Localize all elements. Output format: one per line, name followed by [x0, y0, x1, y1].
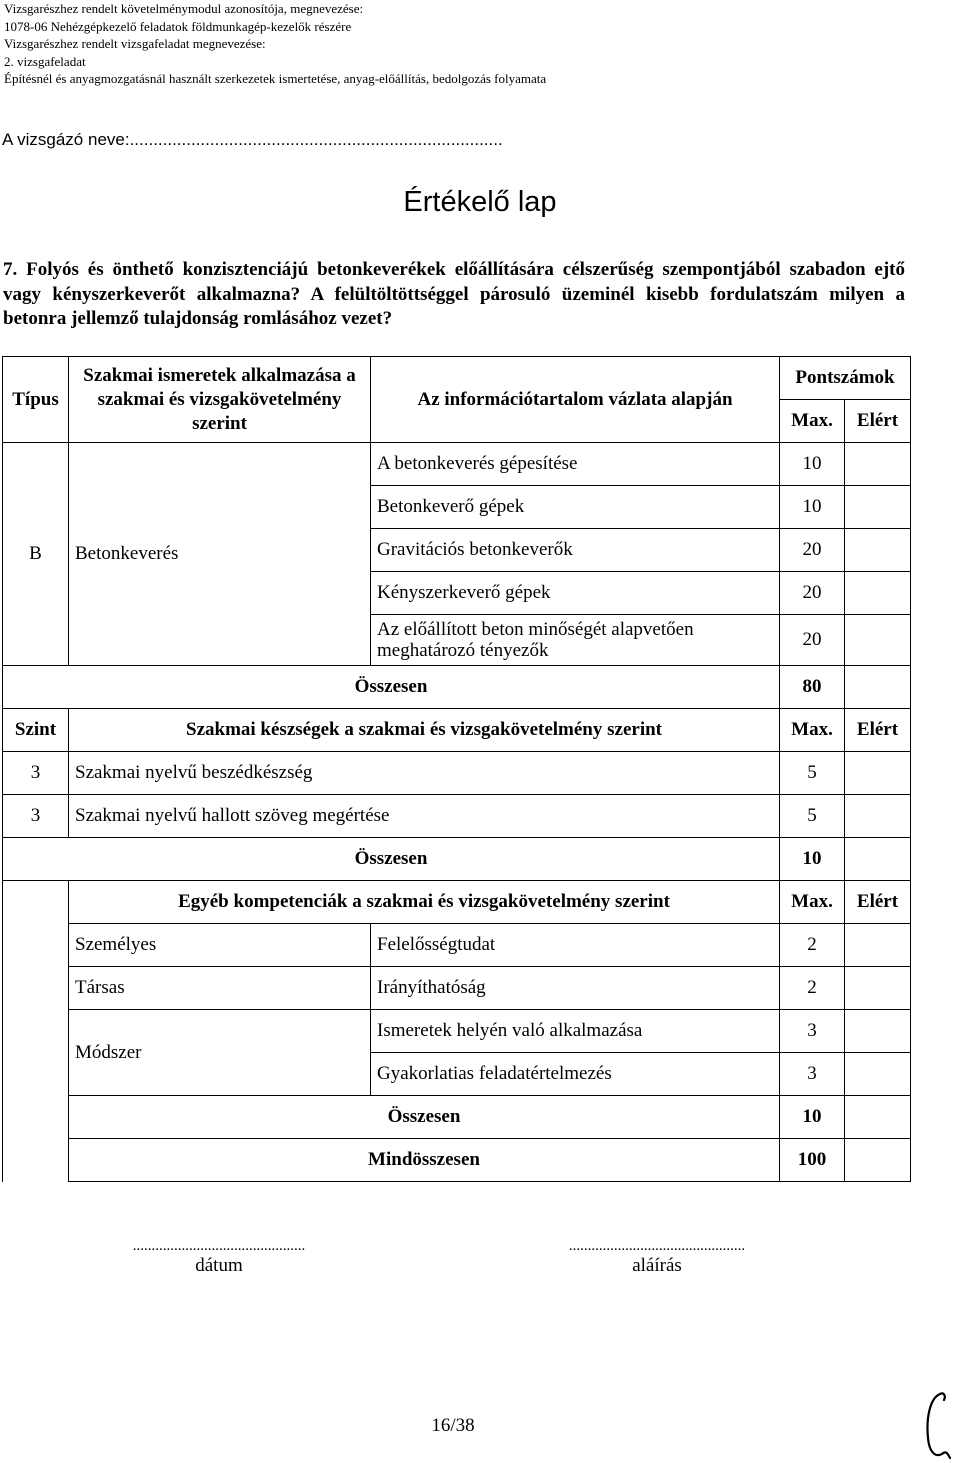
achieved-cell: [845, 1010, 911, 1053]
skills-header-row: [3, 709, 911, 752]
exam-question: 7. Folyós és önthető konzisztenciájú betonkeverékek előállítására célszerűség szempontjából szabadon ejtő vagy kényszerkeverőt alkalmazna? A felültöltöttséggel párosuló üzeminél kisebb fordulatszám milyen a betonra jellemző tulajdonság romlásához vezet?: [3, 259, 905, 329]
item-cell: A betonkeverés gépesítése: [371, 443, 780, 486]
level-cell: 3: [3, 752, 69, 795]
total-label: Összesen: [3, 666, 780, 709]
header-line-2: 1078-06 Nehézgépkezelő feladatok földmunkagép-kezelők részére: [4, 18, 352, 34]
max-header: Max.: [780, 881, 845, 924]
candidate-name-line: A vizsgázó neve:...............................................................................: [2, 130, 503, 149]
max-cell: 2: [780, 967, 845, 1010]
achieved-header: Elért: [845, 881, 911, 924]
achieved-cell: [845, 924, 911, 967]
item-cell: Gyakorlatias feladatértelmezés: [371, 1053, 780, 1096]
achieved-cell: [845, 795, 911, 838]
max-cell: 3: [780, 1010, 845, 1053]
total-value: 10: [780, 838, 845, 881]
achieved-cell: [845, 838, 911, 881]
item-cell: Felelősségtudat: [371, 924, 780, 967]
header-line-3: Vizsgarészhez rendelt vizsgafeladat megnevezése:: [4, 36, 266, 52]
total-row: [3, 838, 911, 881]
header-line-1: Vizsgarészhez rendelt követelménymodul azonosítója, megnevezése:: [4, 1, 364, 16]
table-row: [3, 924, 911, 967]
competence-header-row: [3, 881, 911, 924]
total-value: 80: [780, 666, 845, 709]
page-number: 16/38: [431, 1415, 475, 1436]
category-cell: Módszer: [69, 1010, 371, 1096]
info-header: Az információtartalom vázlata alapján: [371, 357, 780, 443]
max-cell: 20: [780, 615, 845, 666]
achieved-cell: [845, 1053, 911, 1096]
item-cell: Betonkeverő gépek: [371, 486, 780, 529]
max-cell: 5: [780, 795, 845, 838]
item-cell: Kényszerkeverő gépek: [371, 572, 780, 615]
page-title: Értékelő lap: [403, 186, 557, 218]
achieved-cell: [845, 529, 911, 572]
total-row: [3, 1096, 911, 1139]
header-line-4: 2. vizsgafeladat: [4, 53, 86, 69]
item-cell: Gravitációs betonkeverők: [371, 529, 780, 572]
table-row: [3, 795, 911, 838]
date-signature-block: [88, 1238, 350, 1277]
achieved-cell: [845, 572, 911, 615]
header-line-5: Építésnél és anyagmozgatásnál használt szerkezetek ismertetése, anyag-előállítás, bedolgozás folyamata: [4, 71, 547, 87]
competence-header: Egyéb kompetenciák a szakmai és vizsgakövetelmény szerint: [69, 881, 780, 924]
achieved-cell: [845, 967, 911, 1010]
signature-label: aláírás: [632, 1255, 682, 1276]
level-header: Szint: [3, 709, 69, 752]
type-header: Típus: [3, 357, 69, 443]
achieved-cell: [845, 1096, 911, 1139]
skills-header: Szakmai készségek a szakmai és vizsgakövetelmény szerint: [69, 709, 780, 752]
max-cell: 20: [780, 572, 845, 615]
table-row: [3, 1010, 911, 1053]
achieved-header: Elért: [845, 709, 911, 752]
item-cell: Szakmai nyelvű beszédkészség: [69, 752, 780, 795]
max-cell: 2: [780, 924, 845, 967]
item-cell: Ismeretek helyén való alkalmazása: [371, 1010, 780, 1053]
achieved-cell: [845, 443, 911, 486]
achieved-cell: [845, 615, 911, 666]
max-cell: 10: [780, 443, 845, 486]
achieved-cell: [845, 486, 911, 529]
grand-total-row: [3, 1139, 911, 1182]
date-label: dátum: [195, 1255, 243, 1276]
total-row: [3, 666, 911, 709]
achieved-cell: [845, 1139, 911, 1182]
handwritten-mark-icon: [920, 1388, 954, 1463]
grand-total-value: 100: [780, 1139, 845, 1182]
date-dots: ..............................................: [132, 1238, 306, 1254]
table-row: [3, 443, 911, 486]
max-header: Max.: [780, 709, 845, 752]
grand-total-label: Mindösszesen: [69, 1139, 780, 1182]
max-cell: 3: [780, 1053, 845, 1096]
max-header: Max.: [780, 400, 845, 443]
item-cell: Szakmai nyelvű hallott szöveg megértése: [69, 795, 780, 838]
item-cell: Az előállított beton minőségét alapvetően meghatározó tényezők: [371, 615, 780, 666]
document-header: [4, 0, 546, 88]
signature-block: [526, 1238, 788, 1277]
item-cell: Irányíthatóság: [371, 967, 780, 1010]
scores-header: Pontszámok: [780, 357, 911, 400]
knowledge-header: Szakmai ismeretek alkalmazása a szakmai és vizsgakövetelmény szerint: [69, 357, 371, 443]
max-cell: 5: [780, 752, 845, 795]
category-cell: Társas: [69, 967, 371, 1010]
empty-cell: [3, 881, 69, 1182]
table-row: [3, 967, 911, 1010]
total-value: 10: [780, 1096, 845, 1139]
total-label: Összesen: [69, 1096, 780, 1139]
achieved-cell: [845, 666, 911, 709]
total-label: Összesen: [3, 838, 780, 881]
achieved-header: Elért: [845, 400, 911, 443]
level-cell: 3: [3, 795, 69, 838]
signature-dots: ...............................................: [568, 1238, 746, 1254]
topic-value: Betonkeverés: [69, 443, 371, 666]
category-cell: Személyes: [69, 924, 371, 967]
table-row: [3, 752, 911, 795]
max-cell: 10: [780, 486, 845, 529]
type-value: B: [3, 443, 69, 666]
max-cell: 20: [780, 529, 845, 572]
achieved-cell: [845, 752, 911, 795]
evaluation-table: [2, 356, 911, 1182]
